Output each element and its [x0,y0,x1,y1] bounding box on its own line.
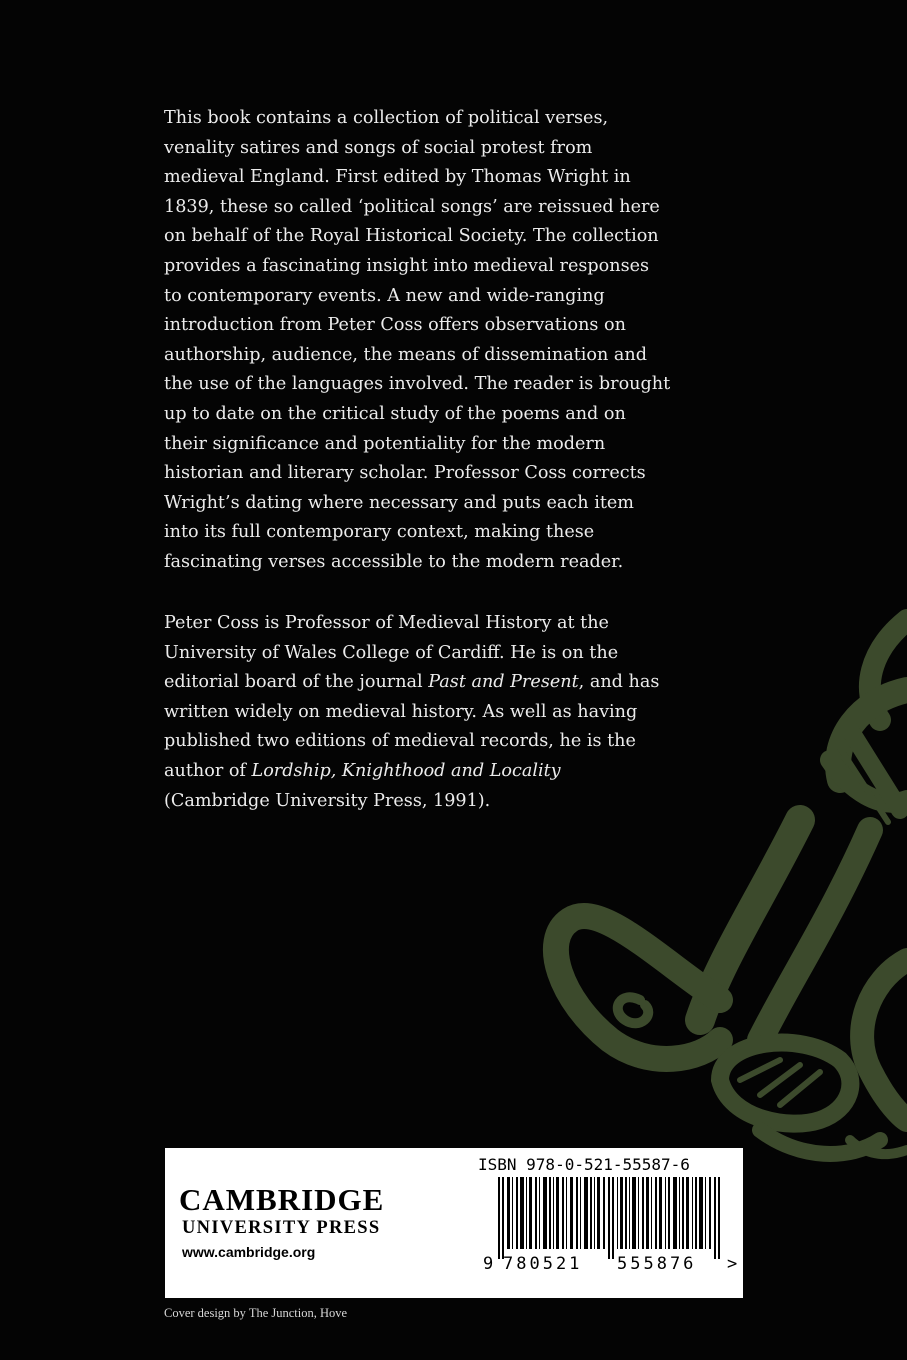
publisher-subname: UNIVERSITY PRESS [182,1218,381,1238]
publisher-name: CAMBRIDGE [179,1182,385,1217]
barcode-digits-right: 555876 [617,1254,697,1274]
barcode-marker: > [727,1254,738,1274]
publisher-url: www.cambridge.org [182,1244,316,1260]
description-line: the use of the languages involved. The reader is brought [164,374,671,395]
description-line: provides a fascinating insight into medieval responses [164,255,650,276]
bio-line: published two editions of medieval records, he is the [164,731,636,752]
publisher-barcode-panel [165,1148,743,1298]
bio-text: editorial board of the journal [164,672,429,693]
bio-text: , and has [578,672,660,693]
bio-line [164,668,684,698]
journal-title: Past and Present [428,672,579,693]
bio-line: University of Wales College of Cardiff. He is on the [164,642,619,663]
author-bio [164,609,684,816]
bio-text: author of [164,760,252,781]
barcode-lead-digit: 9 [483,1254,494,1274]
description-text [164,104,684,578]
description-line: This book contains a collection of political verses, [164,108,609,128]
description-line: their significance and potentiality for the modern [164,433,606,454]
description-line: on behalf of the Royal Historical Society. The collection [164,226,659,247]
cover-credit: Cover design by The Junction, Hove [164,1306,348,1320]
description-line: authorship, audience, the means of dissemination and [164,344,647,365]
description-line: to contemporary events. A new and wide-ranging [164,285,605,306]
description-line: 1839, these so called ‘political songs’ are reissued here [164,196,660,217]
bio-line [164,757,684,787]
description-line: into its full contemporary context, making these [164,522,595,543]
bio-line: written widely on medieval history. As well as having [164,701,638,722]
description-line: venality satires and songs of social protest from [164,137,593,158]
description-line: up to date on the critical study of the poems and on [164,403,626,424]
isbn-label: ISBN 978-0-521-55587-6 [478,1155,690,1174]
barcode [498,1177,724,1259]
bio-line: Peter Coss is Professor of Medieval History at the [164,613,609,633]
description-line: fascinating verses accessible to the modern reader. [164,551,624,572]
description-line: introduction from Peter Coss offers observations on [164,315,626,336]
description-line: medieval England. First edited by Thomas Wright in [164,167,631,188]
description-line: Wright’s dating where necessary and puts each item [164,492,634,513]
description-line: historian and literary scholar. Professor Coss corrects [164,463,646,484]
book-title: Lordship, Knighthood and Locality [251,760,561,781]
barcode-digits-left: 780521 [503,1254,583,1274]
bio-line: (Cambridge University Press, 1991). [164,790,491,811]
